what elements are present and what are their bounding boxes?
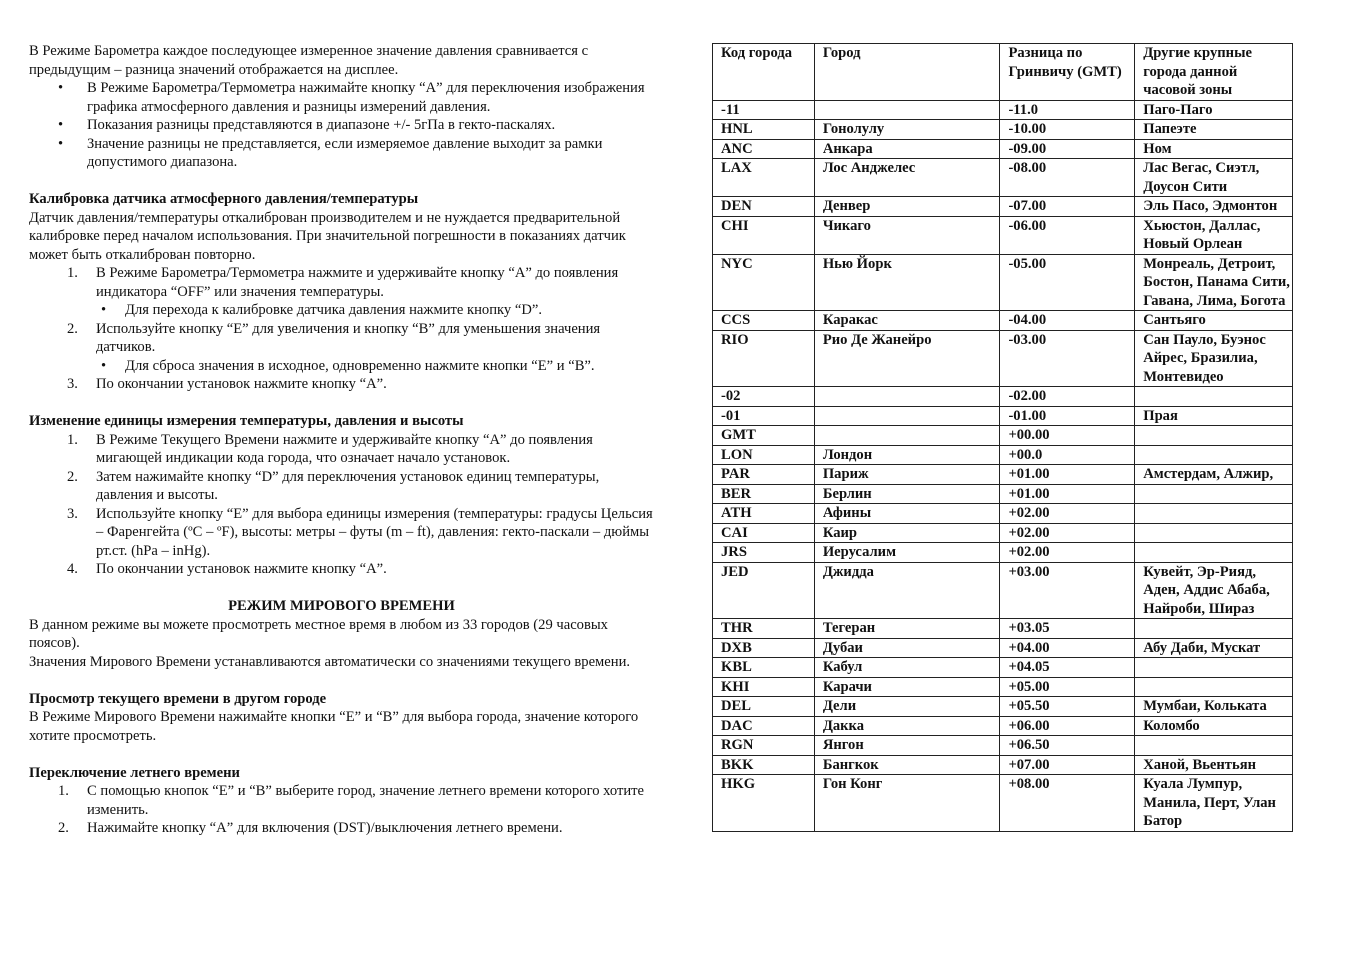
intro-bullets bbox=[29, 79, 654, 172]
units-title: Изменение единицы измерения температуры, давления и высоты bbox=[29, 413, 464, 429]
step-text: С помощью кнопок “E” и “B” выберите город, значение летнего времени которого хотите изменить. bbox=[87, 783, 645, 818]
other-cities-cell: Мумбаи, Кольката bbox=[1135, 697, 1293, 717]
city-code-cell: JED bbox=[713, 562, 815, 619]
dst-steps bbox=[29, 782, 654, 838]
city-code-cell: LON bbox=[713, 445, 815, 465]
table-row bbox=[713, 197, 1293, 217]
table-row bbox=[713, 120, 1293, 140]
city-cell: Тегеран bbox=[814, 619, 1000, 639]
city-code-cell: GMT bbox=[713, 426, 815, 446]
sub-bullet-item: • Для сброса значения в исходное, одновременно нажмите кнопки “E” и “B”. bbox=[125, 357, 654, 376]
gmt-offset-cell: -09.00 bbox=[1000, 139, 1135, 159]
city-code-cell: DEN bbox=[713, 197, 815, 217]
table-row bbox=[713, 254, 1293, 311]
table-row bbox=[713, 139, 1293, 159]
city-code-cell: -02 bbox=[713, 387, 815, 407]
step-item bbox=[58, 782, 654, 819]
header-city-code: Код города bbox=[713, 44, 815, 101]
step-item bbox=[67, 431, 654, 468]
city-code-cell: KHI bbox=[713, 677, 815, 697]
gmt-offset-cell: -03.00 bbox=[1000, 330, 1135, 387]
city-code-cell: THR bbox=[713, 619, 815, 639]
intro-text: В Режиме Барометра каждое последующее измеренное значение давления сравнивается с предыдущим – разница значений отображается на дисплее. bbox=[29, 43, 589, 78]
other-cities-cell bbox=[1135, 736, 1293, 756]
view-time-title: Просмотр текущего времени в другом городе bbox=[29, 690, 327, 707]
table-row bbox=[713, 638, 1293, 658]
table-row bbox=[713, 330, 1293, 387]
other-cities-cell: Монреаль, Детроит, Бостон, Панама Сити, Гавана, Лима, Богота bbox=[1135, 254, 1293, 311]
table-row bbox=[713, 658, 1293, 678]
table-row bbox=[713, 677, 1293, 697]
table-row bbox=[713, 445, 1293, 465]
city-code-cell: CCS bbox=[713, 311, 815, 331]
table-row bbox=[713, 159, 1293, 197]
header-city: Город bbox=[814, 44, 1000, 101]
sub-bullets bbox=[96, 357, 654, 376]
city-cell: Анкара bbox=[814, 139, 1000, 159]
city-cell: Нью Йорк bbox=[814, 254, 1000, 311]
gmt-offset-cell: -01.00 bbox=[1000, 406, 1135, 426]
step-number: 2. bbox=[67, 320, 78, 337]
step-item bbox=[67, 375, 654, 394]
step-item bbox=[67, 560, 654, 579]
step-text: Затем нажимайте кнопку “D” для переключения установок единиц температуры, давления и высоты. bbox=[96, 468, 600, 503]
step-number: 4. bbox=[67, 561, 78, 577]
other-cities-cell bbox=[1135, 445, 1293, 465]
city-code-cell: BER bbox=[713, 484, 815, 504]
step-item bbox=[67, 468, 654, 505]
step-number: 3. bbox=[67, 505, 78, 522]
table-row bbox=[713, 387, 1293, 407]
gmt-offset-cell: -06.00 bbox=[1000, 216, 1135, 254]
city-code-cell: JRS bbox=[713, 543, 815, 563]
header-gmt-offset: Разница по Гринвичу (GMT) bbox=[1000, 44, 1135, 101]
sub-bullets bbox=[96, 301, 654, 320]
city-cell: Афины bbox=[814, 504, 1000, 524]
city-cell: Чикаго bbox=[814, 216, 1000, 254]
city-code-cell: DEL bbox=[713, 697, 815, 717]
city-cell: Бангкок bbox=[814, 755, 1000, 775]
table-row bbox=[713, 216, 1293, 254]
gmt-offset-cell: -11.0 bbox=[1000, 100, 1135, 120]
other-cities-cell: Паго-Паго bbox=[1135, 100, 1293, 120]
city-cell: Гон Конг bbox=[814, 775, 1000, 832]
dst-title: Переключение летнего времени bbox=[29, 764, 240, 781]
step-number: 1. bbox=[67, 265, 78, 281]
step-number: 3. bbox=[67, 376, 78, 392]
gmt-offset-cell: +04.00 bbox=[1000, 638, 1135, 658]
header-other-cities: Другие крупные города данной часовой зоны bbox=[1135, 44, 1293, 101]
step-number: 2. bbox=[58, 820, 69, 836]
city-cell bbox=[814, 406, 1000, 426]
city-cell: Дели bbox=[814, 697, 1000, 717]
city-code-cell: -01 bbox=[713, 406, 815, 426]
gmt-offset-cell: -08.00 bbox=[1000, 159, 1135, 197]
gmt-offset-cell: +02.00 bbox=[1000, 504, 1135, 524]
gmt-offset-cell: +07.00 bbox=[1000, 755, 1135, 775]
gmt-offset-cell: +04.05 bbox=[1000, 658, 1135, 678]
step-text: В Режиме Барометра/Термометра нажмите и удерживайте кнопку “A” до появления индикатора “OFF” или значения температуры. bbox=[96, 265, 619, 300]
world-time-p1: В данном режиме вы можете просмотреть местное время в любом из 33 городов (29 часовых поясов). bbox=[29, 616, 608, 651]
other-cities-cell bbox=[1135, 523, 1293, 543]
city-cell: Рио Де Жанейро bbox=[814, 330, 1000, 387]
units-steps bbox=[29, 431, 654, 579]
table-row bbox=[713, 426, 1293, 446]
step-text: Используйте кнопку “E” для увеличения и кнопку “B” для уменьшения значения датчиков. bbox=[96, 320, 601, 355]
other-cities-cell bbox=[1135, 387, 1293, 407]
gmt-offset-cell: +01.00 bbox=[1000, 484, 1135, 504]
other-cities-cell: Коломбо bbox=[1135, 716, 1293, 736]
gmt-offset-cell: +05.50 bbox=[1000, 697, 1135, 717]
gmt-offset-cell: +06.50 bbox=[1000, 736, 1135, 756]
city-code-cell: KBL bbox=[713, 658, 815, 678]
city-cell bbox=[814, 100, 1000, 120]
city-cell: Берлин bbox=[814, 484, 1000, 504]
table-row bbox=[713, 100, 1293, 120]
other-cities-cell bbox=[1135, 543, 1293, 563]
world-time-title: РЕЖИМ МИРОВОГО ВРЕМЕНИ bbox=[228, 598, 455, 614]
gmt-offset-cell: +03.00 bbox=[1000, 562, 1135, 619]
table-row bbox=[713, 465, 1293, 485]
other-cities-cell: Сантьяго bbox=[1135, 311, 1293, 331]
city-code-cell: DAC bbox=[713, 716, 815, 736]
table-row bbox=[713, 406, 1293, 426]
city-cell: Гонолулу bbox=[814, 120, 1000, 140]
other-cities-cell: Амстердам, Алжир, bbox=[1135, 465, 1293, 485]
calibration-title: Калибровка датчика атмосферного давления/температуры bbox=[29, 191, 419, 207]
city-code-cell: NYC bbox=[713, 254, 815, 311]
table-row bbox=[713, 736, 1293, 756]
step-item bbox=[58, 819, 654, 838]
sub-bullet-item: • Для перехода к калибровке датчика давления нажмите кнопку “D”. bbox=[125, 301, 654, 320]
other-cities-cell bbox=[1135, 484, 1293, 504]
other-cities-cell: Ном bbox=[1135, 139, 1293, 159]
world-time-p2: Значения Мирового Времени устанавливаются автоматически со значениями текущего времени. bbox=[29, 653, 631, 670]
step-number: 1. bbox=[67, 431, 78, 448]
other-cities-cell: Прая bbox=[1135, 406, 1293, 426]
city-code-cell: LAX bbox=[713, 159, 815, 197]
step-text: По окончании установок нажмите кнопку “A”. bbox=[96, 561, 387, 577]
step-item bbox=[67, 320, 654, 376]
city-code-cell: RGN bbox=[713, 736, 815, 756]
gmt-offset-cell: -02.00 bbox=[1000, 387, 1135, 407]
city-cell: Янгон bbox=[814, 736, 1000, 756]
table-row bbox=[713, 562, 1293, 619]
gmt-offset-cell: +03.05 bbox=[1000, 619, 1135, 639]
other-cities-cell bbox=[1135, 504, 1293, 524]
intro-bullet-item: • Значение разницы не представляется, если измеряемое давление выходит за рамки допустимого диапазона. bbox=[87, 135, 654, 172]
city-code-cell: RIO bbox=[713, 330, 815, 387]
city-cell: Лос Анджелес bbox=[814, 159, 1000, 197]
other-cities-cell: Хьюстон, Даллас, Новый Орлеан bbox=[1135, 216, 1293, 254]
gmt-offset-cell: +05.00 bbox=[1000, 677, 1135, 697]
city-cell: Париж bbox=[814, 465, 1000, 485]
gmt-offset-cell: +01.00 bbox=[1000, 465, 1135, 485]
table-row bbox=[713, 619, 1293, 639]
step-text: По окончании установок нажмите кнопку “A”. bbox=[96, 376, 387, 392]
city-code-cell: DXB bbox=[713, 638, 815, 658]
other-cities-cell: Эль Пасо, Эдмонтон bbox=[1135, 197, 1293, 217]
gmt-offset-cell: -07.00 bbox=[1000, 197, 1135, 217]
other-cities-cell bbox=[1135, 677, 1293, 697]
other-cities-cell: Куала Лумпур, Манила, Перт, Улан Батор bbox=[1135, 775, 1293, 832]
gmt-offset-cell: -05.00 bbox=[1000, 254, 1135, 311]
table-row bbox=[713, 504, 1293, 524]
city-code-cell: -11 bbox=[713, 100, 815, 120]
city-code-cell: ANC bbox=[713, 139, 815, 159]
gmt-offset-cell: +02.00 bbox=[1000, 543, 1135, 563]
city-code-cell: CAI bbox=[713, 523, 815, 543]
step-number: 1. bbox=[58, 783, 69, 799]
city-cell bbox=[814, 387, 1000, 407]
left-column bbox=[29, 42, 654, 838]
other-cities-cell: Абу Даби, Мускат bbox=[1135, 638, 1293, 658]
city-cell: Карачи bbox=[814, 677, 1000, 697]
table-row bbox=[713, 697, 1293, 717]
city-cell: Кабул bbox=[814, 658, 1000, 678]
other-cities-cell bbox=[1135, 619, 1293, 639]
step-text: Используйте кнопку “E” для выбора единицы измерения (температуры: градусы Цельсия – Фаренгейта (ºC – ºF), высоты: метры – футы (m – ft), давления: гекто-паскали – дюймы рт.ст. (hPa – inHg). bbox=[96, 505, 653, 559]
table-row bbox=[713, 543, 1293, 563]
gmt-offset-cell: +06.00 bbox=[1000, 716, 1135, 736]
city-cell: Дакка bbox=[814, 716, 1000, 736]
gmt-offset-cell: +02.00 bbox=[1000, 523, 1135, 543]
other-cities-cell bbox=[1135, 426, 1293, 446]
view-time-text: В Режиме Мирового Времени нажимайте кнопки “E” и “B” для выбора города, значение которого хотите просмотреть. bbox=[29, 709, 639, 744]
table-row bbox=[713, 775, 1293, 832]
table-row bbox=[713, 523, 1293, 543]
city-cell: Джидда bbox=[814, 562, 1000, 619]
calibration-steps bbox=[29, 264, 654, 394]
other-cities-cell: Папеэте bbox=[1135, 120, 1293, 140]
city-cell: Дубаи bbox=[814, 638, 1000, 658]
city-cell: Лондон bbox=[814, 445, 1000, 465]
gmt-offset-cell: +00.0 bbox=[1000, 445, 1135, 465]
step-number: 2. bbox=[67, 468, 78, 485]
step-item bbox=[67, 505, 654, 561]
city-code-cell: BKK bbox=[713, 755, 815, 775]
other-cities-cell bbox=[1135, 658, 1293, 678]
other-cities-cell: Ханой, Вьентьян bbox=[1135, 755, 1293, 775]
city-cell bbox=[814, 426, 1000, 446]
gmt-offset-cell: -10.00 bbox=[1000, 120, 1135, 140]
city-code-cell: PAR bbox=[713, 465, 815, 485]
city-cell: Каир bbox=[814, 523, 1000, 543]
city-code-cell: HNL bbox=[713, 120, 815, 140]
step-text: В Режиме Текущего Времени нажмите и удерживайте кнопку “A” до появления мигающей индикации кода города, что означает начало установок. bbox=[96, 431, 593, 466]
city-code-cell: CHI bbox=[713, 216, 815, 254]
other-cities-cell: Лас Вегас, Сиэтл, Доусон Сити bbox=[1135, 159, 1293, 197]
other-cities-cell: Сан Пауло, Буэнос Айрес, Бразилиа, Монтевидео bbox=[1135, 330, 1293, 387]
city-code-cell: ATH bbox=[713, 504, 815, 524]
other-cities-cell: Кувейт, Эр-Рияд, Аден, Аддис Абаба, Найроби, Шираз bbox=[1135, 562, 1293, 619]
gmt-offset-cell: -04.00 bbox=[1000, 311, 1135, 331]
city-cell: Иерусалим bbox=[814, 543, 1000, 563]
gmt-offset-cell: +00.00 bbox=[1000, 426, 1135, 446]
table-row bbox=[713, 755, 1293, 775]
city-cell: Каракас bbox=[814, 311, 1000, 331]
step-text: Нажимайте кнопку “A” для включения (DST)/выключения летнего времени. bbox=[87, 820, 563, 836]
gmt-offset-cell: +08.00 bbox=[1000, 775, 1135, 832]
table-row bbox=[713, 716, 1293, 736]
city-code-cell: HKG bbox=[713, 775, 815, 832]
table-row bbox=[713, 484, 1293, 504]
intro-bullet-item: • Показания разницы представляются в диапазоне +/- 5гПа в гекто-паскалях. bbox=[87, 116, 654, 135]
table-header-row bbox=[713, 44, 1293, 101]
table-row bbox=[713, 311, 1293, 331]
city-cell: Денвер bbox=[814, 197, 1000, 217]
calibration-text: Датчик давления/температуры откалиброван производителем и не нуждается предварительной калибровке перед началом использования. При значительной погрешности в показаниях датчик может быть откалиброван повторно. bbox=[29, 209, 626, 263]
intro-bullet-item: • В Режиме Барометра/Термометра нажимайте кнопку “A” для переключения изображения графика атмосферного давления и разницы измерений давления. bbox=[87, 79, 654, 116]
time-zone-table bbox=[712, 43, 1293, 832]
step-item bbox=[67, 264, 654, 320]
